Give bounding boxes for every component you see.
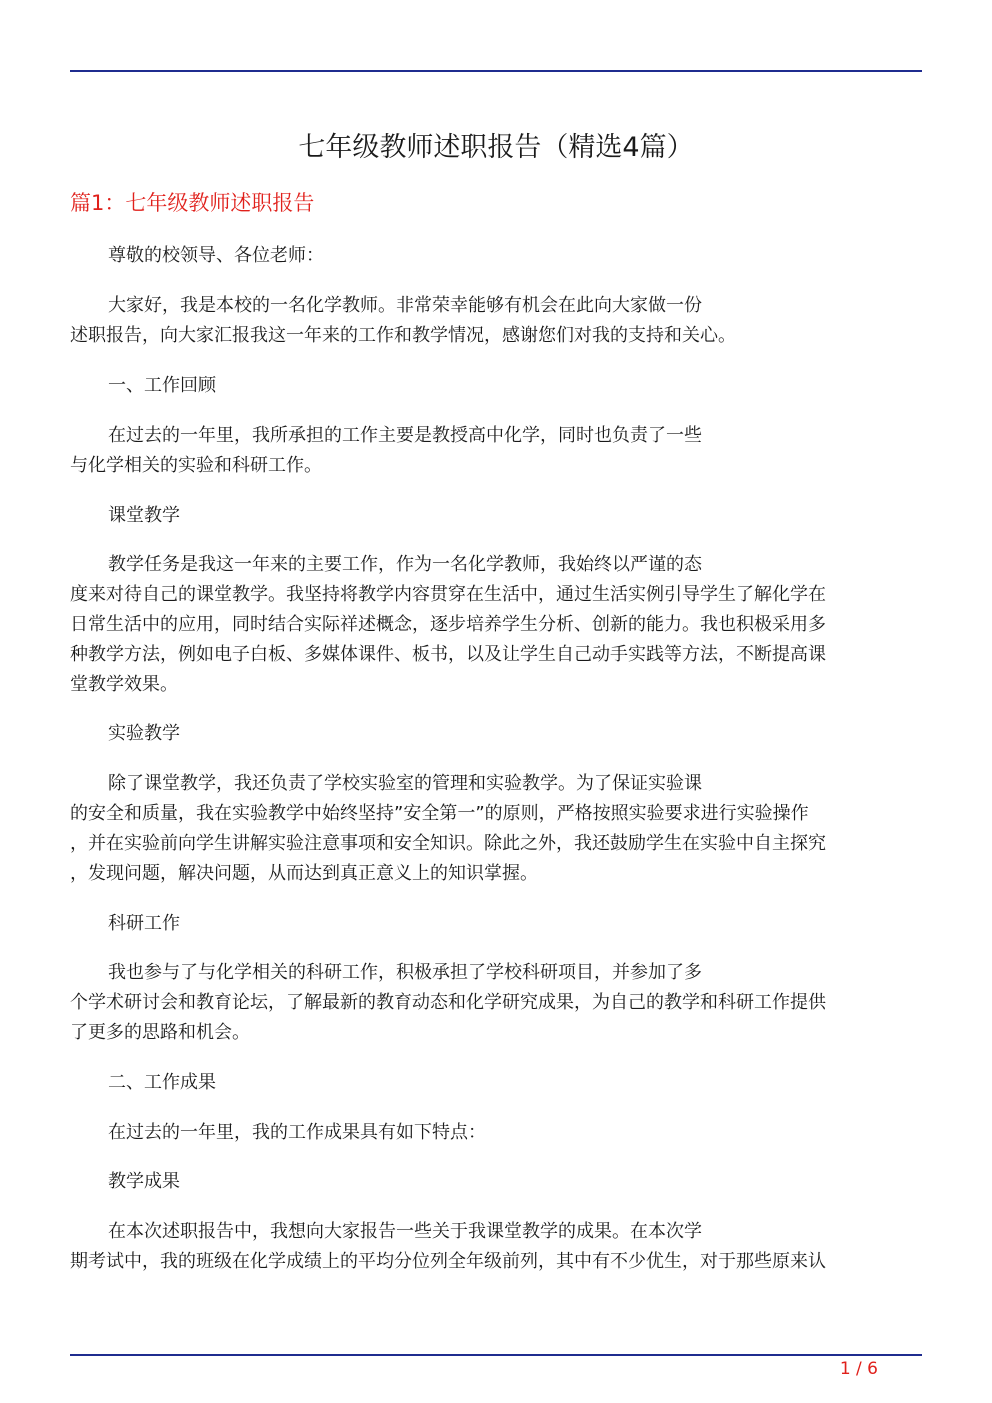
text-line: 一、工作回顾: [108, 375, 216, 396]
paragraph-heading-classroom: [70, 501, 915, 531]
text-line: 度来对待自己的课堂教学。我坚持将教学内容贯穿在生活中，通过生活实例引导学生了解化学在: [70, 584, 826, 605]
text-line: 堂教学效果。: [70, 674, 178, 695]
paragraph-review: [70, 421, 915, 481]
text-line: 述职报告，向大家汇报我这一年来的工作和教学情况，感谢您们对我的支持和关心。: [70, 325, 736, 346]
footer-rule: [70, 1354, 922, 1356]
text-line: 期考试中，我的班级在化学成绩上的平均分位列全年级前列，其中有不少优生，对于那些原来认: [70, 1251, 826, 1272]
paragraph-research: [70, 958, 915, 1048]
text-line: 个学术研讨会和教育论坛，了解最新的教育动态和化学研究成果，为自己的教学和科研工作提供: [70, 992, 826, 1013]
text-line: 课堂教学: [108, 505, 180, 526]
text-line: 的安全和质量，我在实验教学中始终坚持”安全第一”的原则，严格按照实验要求进行实验操作: [70, 803, 809, 824]
paragraph-heading-review: [70, 371, 915, 401]
paragraph-heading-lab: [70, 719, 915, 749]
text-line: 种教学方法，例如电子白板、多媒体课件、板书，以及让学生自己动手实践等方法，不断提高课: [70, 644, 826, 665]
text-line: ，发现问题，解决问题，从而达到真正意义上的知识掌握。: [70, 863, 538, 884]
paragraph-heading-results: [70, 1068, 915, 1098]
paragraph-heading-teaching-results: [70, 1167, 915, 1197]
text-line: 实验教学: [108, 723, 180, 744]
section-heading: 篇1：七年级教师述职报告: [70, 191, 315, 215]
text-line: 大家好，我是本校的一名化学教师。非常荣幸能够有机会在此向大家做一份: [108, 295, 702, 316]
text-line: 日常生活中的应用，同时结合实际祥述概念，逐步培养学生分析、创新的能力。我也积极采用多: [70, 614, 826, 635]
paragraph-lab: [70, 769, 915, 889]
text-line: 了更多的思路和机会。: [70, 1022, 250, 1043]
paragraph-intro: [70, 291, 915, 351]
text-line: 我也参与了与化学相关的科研工作，积极承担了学校科研项目，并参加了多: [108, 962, 702, 983]
text-line: ，并在实验前向学生讲解实验注意事项和安全知识。除此之外，我还鼓励学生在实验中自主探究: [70, 833, 826, 854]
paragraph-heading-research: [70, 909, 915, 939]
document-title: 七年级教师述职报告（精选4篇）: [298, 132, 694, 163]
text-line: 教学任务是我这一年来的主要工作，作为一名化学教师，我始终以严谨的态: [108, 554, 702, 575]
text-line: 在过去的一年里，我的工作成果具有如下特点：: [108, 1122, 486, 1143]
text-line: 除了课堂教学，我还负责了学校实验室的管理和实验教学。为了保证实验课: [108, 773, 702, 794]
text-line: 教学成果: [108, 1171, 180, 1192]
text-line: 尊敬的校领导、各位老师：: [108, 245, 324, 266]
header-rule: [70, 70, 922, 72]
paragraph-teaching-results: [70, 1217, 915, 1277]
text-line: 在本次述职报告中，我想向大家报告一些关于我课堂教学的成果。在本次学: [108, 1221, 702, 1242]
paragraph-results-intro: [70, 1118, 915, 1148]
paragraph-salutation: [70, 241, 915, 271]
text-line: 科研工作: [108, 913, 180, 934]
text-line: 与化学相关的实验和科研工作。: [70, 455, 322, 476]
page-number: 1 / 6: [839, 1359, 878, 1379]
text-line: 在过去的一年里，我所承担的工作主要是教授高中化学，同时也负责了一些: [108, 425, 702, 446]
paragraph-classroom: [70, 550, 915, 700]
text-line: 二、工作成果: [108, 1072, 216, 1093]
